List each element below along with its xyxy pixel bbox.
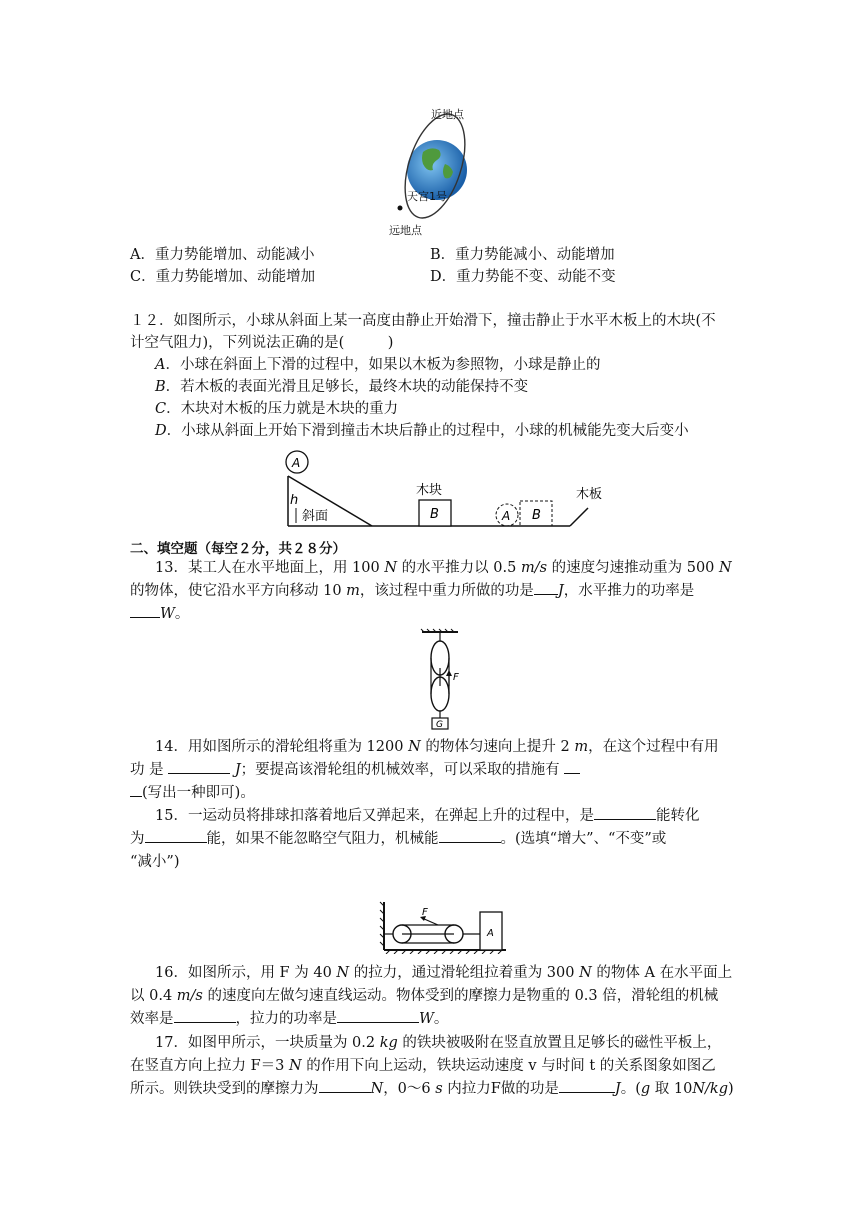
q12-option-b: B．若木板的表面光滑且足够长，最终木块的动能保持不变	[155, 379, 529, 395]
perigee-label: 近地点	[431, 108, 464, 121]
slope-label: 斜面	[302, 509, 329, 524]
q13-blank-1[interactable]	[534, 580, 558, 595]
q11-option-c: C．重力势能增加、动能增加	[130, 269, 316, 285]
q12-stem-line1: １２．如图所示，小球从斜面上某一高度由静止开始滑下，撞击静止于水平木板上的木块(不	[130, 313, 716, 329]
ball-a-label: A	[292, 456, 301, 470]
q14-blank-2a[interactable]	[564, 759, 580, 774]
ball-a-dashed-label: A	[502, 509, 511, 523]
slope-incline	[288, 476, 372, 526]
q11-option-d: D．重力势能不变、动能不变	[430, 269, 616, 285]
q17-line2: 在竖直方向上拉力 F＝3 N 的作用下向上运动，铁块运动速度 v 与时间 t 的关系图象如图乙	[130, 1058, 716, 1074]
block-b-dashed-label: B	[532, 508, 541, 523]
q15-blank-2[interactable]	[145, 828, 207, 843]
block-top-label: 木块	[416, 483, 443, 498]
q16-line2: 以 0.4 m/s 的速度向左做匀速直线运动。物体受到的摩擦力是物重的 0.3 倍，滑轮组的机械	[130, 988, 719, 1004]
q16-line3: 效率是 ，拉力的功率是 W。	[130, 1008, 448, 1030]
height-label: h	[290, 493, 299, 508]
orbit-figure	[385, 104, 495, 240]
q15-line2: 为 能，如果不能忽略空气阻力，机械能 。(选填“增大”、“不变”或	[130, 828, 666, 850]
q12-stem-line2: 计空气阻力)，下列说法正确的是( )	[130, 335, 394, 351]
q17-line3: 所示。则铁块受到的摩擦力为 N，0～6 s 内拉力F做的功是 J。(g 取 10N/kg)	[130, 1078, 734, 1100]
block-b-label: B	[430, 507, 439, 522]
q12-option-c: C．木块对木板的压力就是木块的重力	[155, 401, 399, 417]
q17-blank-2[interactable]	[559, 1078, 615, 1093]
q15-blank-3[interactable]	[439, 828, 501, 843]
q12-option-d: D．小球从斜面上开始下滑到撞击木块后静止的过程中，小球的机械能先变大后变小	[155, 423, 689, 439]
q14-blank-1[interactable]	[168, 759, 230, 774]
board-tail	[570, 508, 588, 526]
apogee-label: 远地点	[389, 224, 422, 237]
q12-option-a: A．小球在斜面上下滑的过程中，如果以木板为参照物，小球是静止的	[155, 357, 601, 373]
q14-blank-2b[interactable]	[130, 782, 142, 797]
q16-blank-1[interactable]	[174, 1008, 236, 1023]
satellite-label: 天宫1号	[407, 190, 447, 203]
q14-line3: (写出一种即可)。	[130, 782, 255, 804]
pulley-figure	[418, 628, 466, 730]
q15-blank-1[interactable]	[594, 805, 656, 820]
q17-line1: 17．如图甲所示，一块质量为 0.2 kg 的铁块被吸附在竖直放置且足够长的磁性平板上，	[155, 1035, 722, 1051]
section2-heading: 二、填空题（每空２分，共２８分）	[130, 541, 346, 557]
weight-label: G	[436, 720, 443, 730]
satellite-dot	[398, 206, 403, 211]
q14-line2: 功 是 J；要提高该滑轮组的机械效率，可以采取的措施有	[130, 759, 580, 781]
horizontal-pulley-figure	[378, 900, 508, 954]
q17-blank-1[interactable]	[319, 1078, 371, 1093]
q15-line1: 15．一运动员将排球扣落着地后又弹起来，在弹起上升的过程中，是 能转化	[155, 805, 699, 827]
slope-figure	[280, 448, 620, 530]
q11-option-a: A．重力势能增加、动能减小	[130, 247, 315, 263]
q14-line1: 14．用如图所示的滑轮组将重为 1200 N 的物体匀速向上提升 2 m，在这个过程中有用	[155, 739, 719, 755]
q13-line1: 13．某工人在水平地面上，用 100 N 的水平推力以 0.5 m/s 的速度匀速推动重为 500 N	[155, 560, 732, 576]
q11-option-b: B．重力势能减小、动能增加	[430, 247, 615, 263]
force-label: F	[453, 672, 459, 683]
force-label-h: F	[422, 907, 428, 918]
q16-blank-2[interactable]	[337, 1008, 419, 1023]
block-a-label: A	[487, 928, 494, 939]
q13-line3: W。	[130, 603, 189, 625]
q16-line1: 16．如图所示，用 F 为 40 N 的拉力，通过滑轮组拉着重为 300 N 的物体 A 在水平面上	[155, 965, 733, 981]
board-label: 木板	[576, 487, 603, 502]
q13-blank-2[interactable]	[130, 603, 160, 618]
q13-line2: 的物体，使它沿水平方向移动 10 m，该过程中重力所做的功是 J，水平推力的功率是	[130, 580, 694, 602]
q15-line3: “减小”)	[130, 854, 180, 870]
